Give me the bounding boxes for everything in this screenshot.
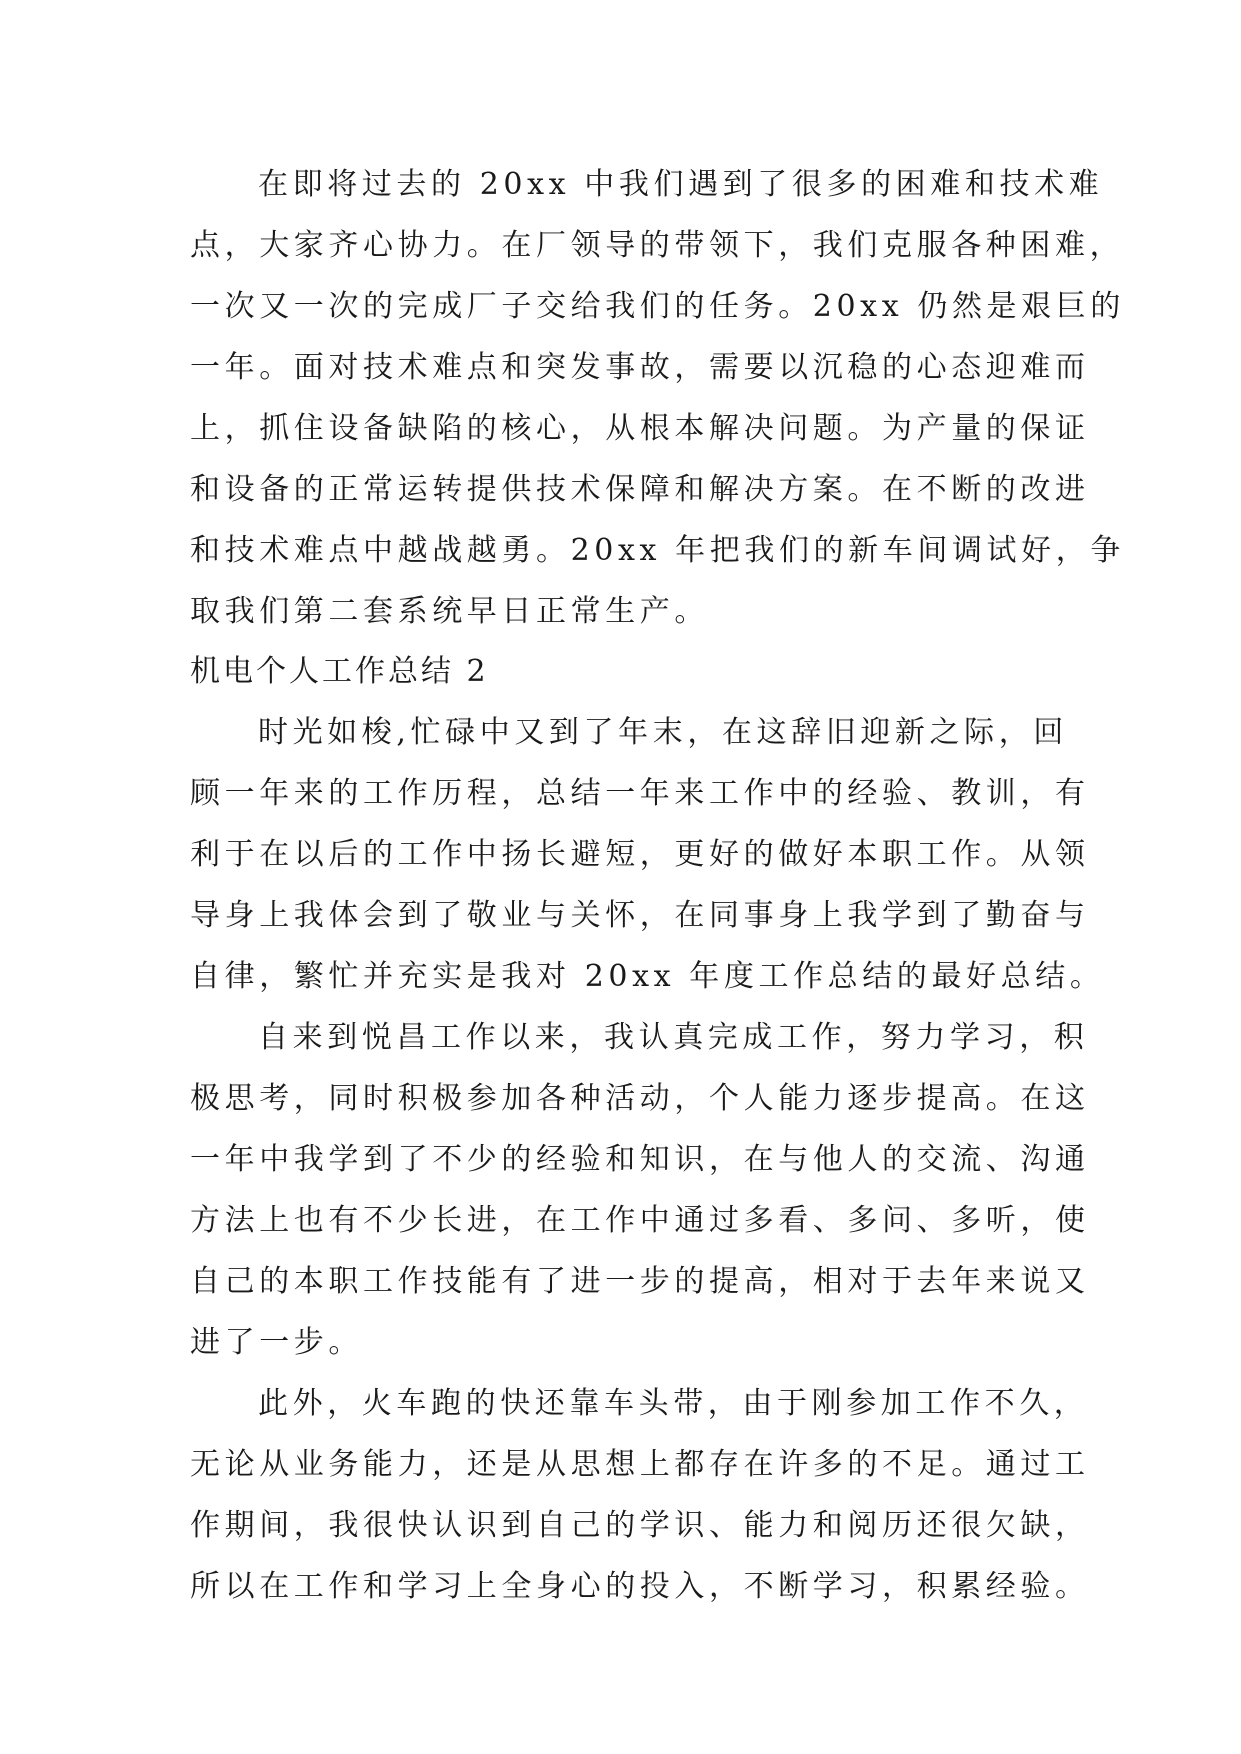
paragraph-line: 自己的本职工作技能有了进一步的提高，相对于去年来说又: [190, 1264, 1090, 1299]
paragraph-line: 点，大家齐心协力。在厂领导的带领下，我们克服各种困难，: [190, 228, 1125, 263]
paragraph-line: 无论从业务能力，还是从思想上都存在许多的不足。通过工: [190, 1447, 1090, 1482]
paragraph-line: 一年中我学到了不少的经验和知识，在与他人的交流、沟通: [190, 1142, 1090, 1177]
paragraph-line: 自律，繁忙并充实是我对 20xx 年度工作总结的最好总结。: [190, 959, 1105, 994]
paragraph-line: 上，抓住设备缺陷的核心，从根本解决问题。为产量的保证: [190, 411, 1090, 446]
paragraph-4: [190, 1373, 1090, 1617]
paragraph-line: 所以在工作和学习上全身心的投入，不断学习，积累经验。: [190, 1569, 1090, 1604]
paragraph-line: 取我们第二套系统早日正常生产。: [190, 594, 709, 629]
paragraph-line: 极思考，同时积极参加各种活动，个人能力逐步提高。在这: [190, 1081, 1090, 1116]
paragraph-line: 顾一年来的工作历程，总结一年来工作中的经验、教训，有: [190, 776, 1090, 811]
document-body: [190, 154, 1125, 1617]
paragraph-2: [190, 702, 1105, 1007]
paragraph-line: 利于在以后的工作中扬长避短，更好的做好本职工作。从领: [190, 837, 1090, 872]
paragraph-line: 一年。面对技术难点和突发事故，需要以沉稳的心态迎难而: [190, 350, 1090, 385]
paragraph-line: 在即将过去的 20xx 中我们遇到了很多的困难和技术难: [258, 167, 1104, 202]
paragraph-line: 导身上我体会到了敬业与关怀，在同事身上我学到了勤奋与: [190, 898, 1090, 933]
paragraph-line: 自来到悦昌工作以来，我认真完成工作，努力学习，积: [258, 1020, 1089, 1055]
paragraph-line: 作期间，我很快认识到自己的学识、能力和阅历还很欠缺，: [190, 1508, 1090, 1543]
paragraph-line: 和技术难点中越战越勇。20xx 年把我们的新车间调试好，争: [190, 533, 1125, 568]
paragraph-1: [190, 154, 1125, 642]
paragraph-line: 进了一步。: [190, 1325, 363, 1360]
paragraph-line: 此外，火车跑的快还靠车头带，由于刚参加工作不久，: [258, 1386, 1089, 1421]
paragraph-line: 方法上也有不少长进，在工作中通过多看、多问、多听，使: [190, 1203, 1090, 1238]
paragraph-line: 一次又一次的完成厂子交给我们的任务。20xx 仍然是艰巨的: [190, 289, 1125, 324]
section-heading: 机电个人工作总结 2: [190, 654, 489, 689]
paragraph-line: 时光如梭,忙碌中又到了年末，在这辞旧迎新之际，回: [258, 715, 1068, 750]
paragraph-3: [190, 1007, 1090, 1373]
paragraph-line: 和设备的正常运转提供技术保障和解决方案。在不断的改进: [190, 472, 1090, 507]
